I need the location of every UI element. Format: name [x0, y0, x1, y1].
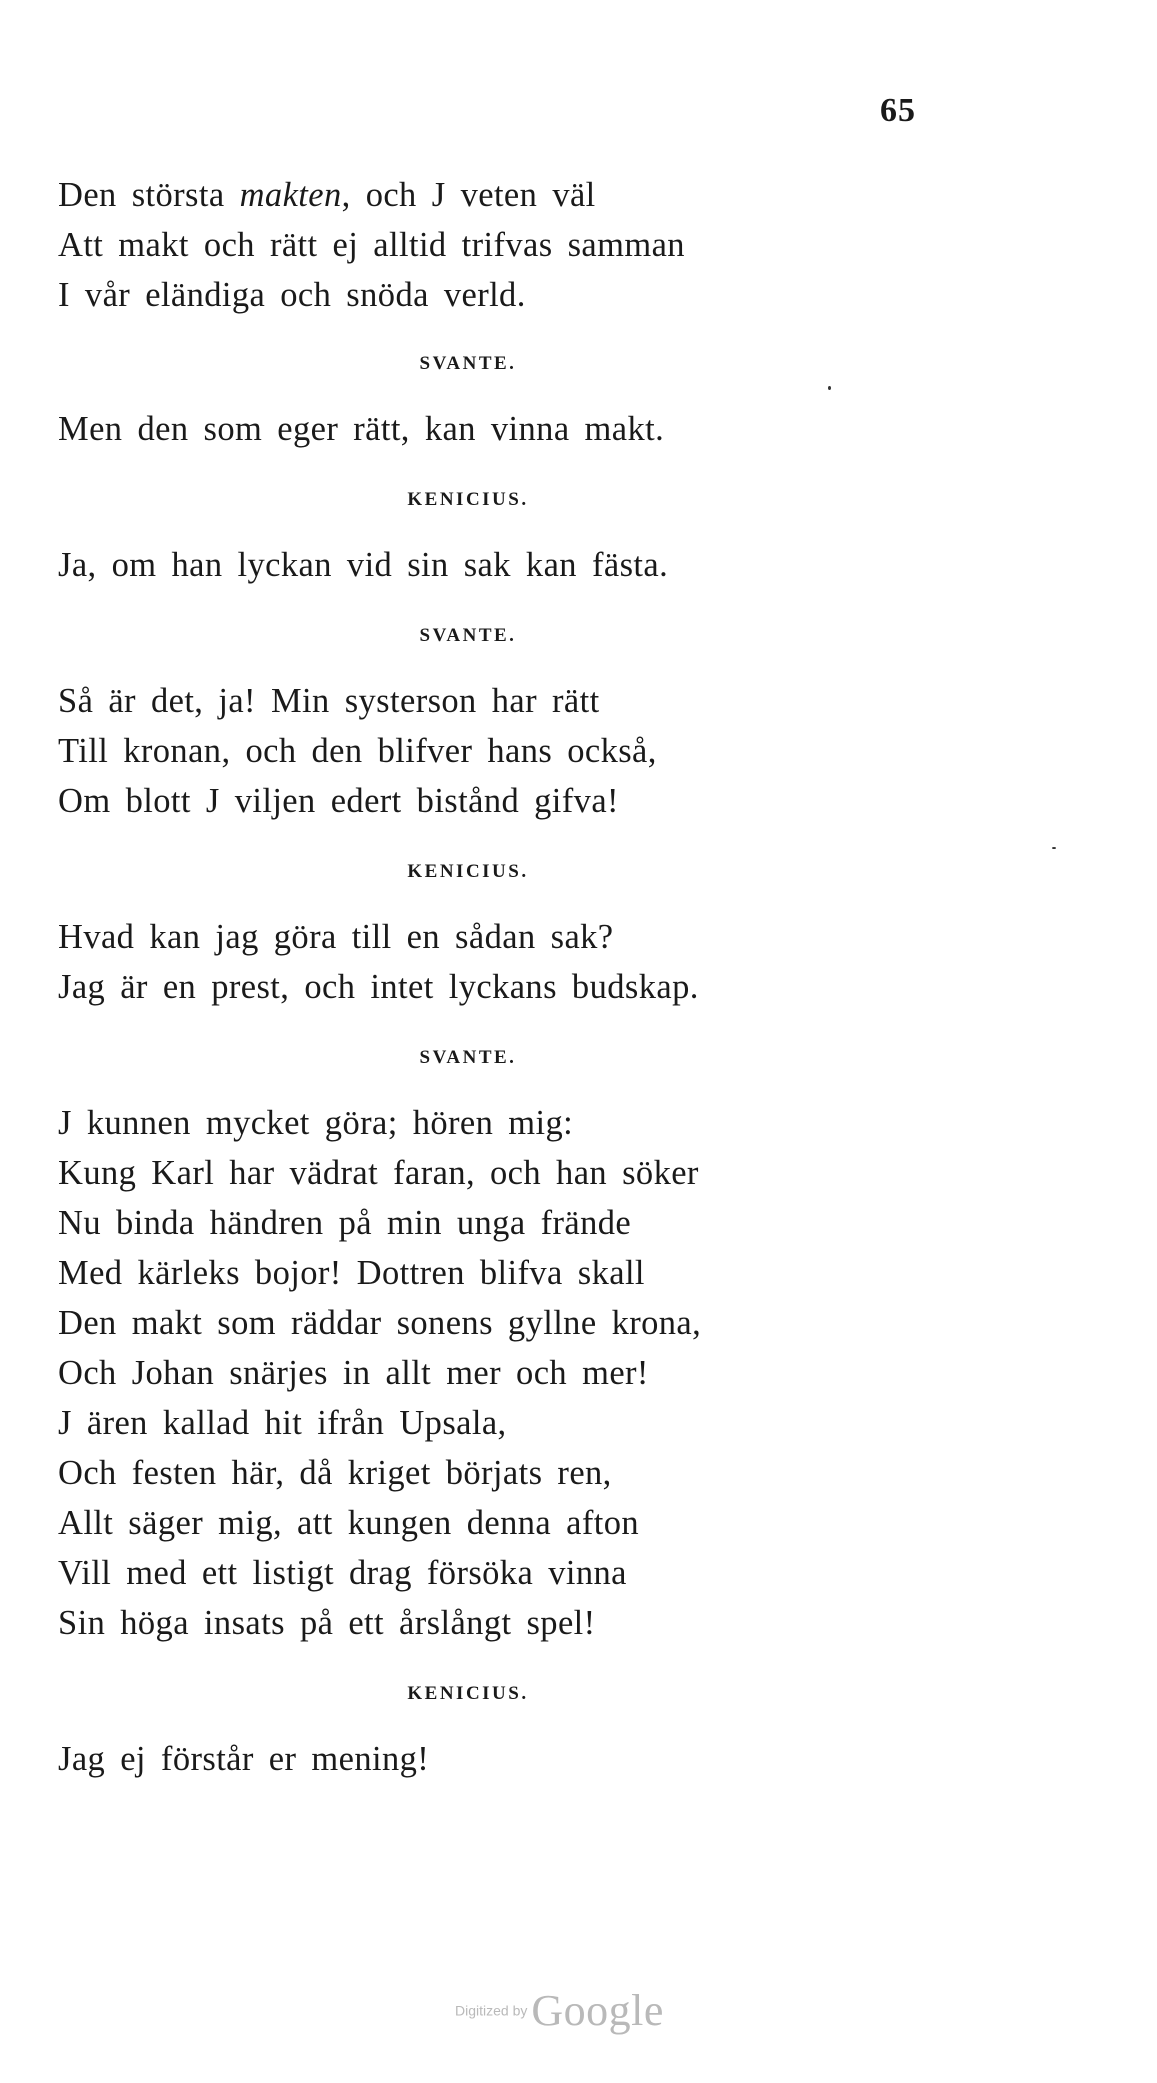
- verse-line: Kung Karl har vädrat faran, och han söker: [58, 1154, 699, 1192]
- verse-text: , och J veten väl: [341, 176, 596, 214]
- ink-speck: [828, 386, 831, 390]
- speech-block: [58, 1098, 858, 1648]
- verse-line: Jag ej förstår er mening!: [58, 1740, 430, 1778]
- verse-text: Den största: [58, 176, 240, 214]
- verse-line: Med kärleks bojor! Dottren blifva skall: [58, 1254, 645, 1292]
- verse-line: Men den som eger rätt, kan vinna makt.: [58, 410, 665, 448]
- verse-line: Och Johan snärjes in allt mer och mer!: [58, 1354, 649, 1392]
- verse-line: Om blott J viljen edert bistånd gifva!: [58, 782, 619, 820]
- speech-block: [58, 676, 858, 826]
- verse-line: I vår eländiga och snöda verld.: [58, 276, 526, 314]
- speaker-name: KENICIUS.: [407, 489, 529, 510]
- verse-line: Att makt och rätt ej alltid trifvas samman: [58, 226, 685, 264]
- play-text: [58, 170, 858, 1784]
- verse-line: J ären kallad hit ifrån Upsala,: [58, 1404, 507, 1442]
- verse-line: [58, 170, 858, 220]
- speaker-name: SVANTE.: [419, 625, 517, 646]
- speaker-name: KENICIUS.: [407, 861, 529, 882]
- verse-line: Sin höga insats på ett årslångt spel!: [58, 1604, 596, 1642]
- verse-line: Och festen här, då kriget börjats ren,: [58, 1454, 612, 1492]
- italic-word: makten: [239, 176, 342, 214]
- dialogue: [58, 344, 858, 1784]
- speaker-name: KENICIUS.: [407, 1683, 529, 1704]
- verse-line: Så är det, ja! Min systerson har rätt: [58, 682, 600, 720]
- page-number: 65: [880, 92, 916, 129]
- verse-line: Till kronan, och den blifver hans också,: [58, 732, 657, 770]
- ink-speck: [1052, 847, 1056, 849]
- verse-line: Ja, om han lyckan vid sin sak kan fästa.: [58, 546, 669, 584]
- speaker-name: SVANTE.: [419, 1047, 517, 1068]
- verse-line: Allt säger mig, att kungen denna afton: [58, 1504, 640, 1542]
- verse-line: Den makt som räddar sonens gyllne krona,: [58, 1304, 702, 1342]
- watermark-logo-text: Google: [531, 1986, 664, 2035]
- speech-block: [58, 540, 858, 590]
- verse-line: Nu binda händren på min unga frände: [58, 1204, 632, 1242]
- speech-block: [58, 404, 858, 454]
- google-watermark: [455, 1985, 664, 2036]
- verse-line: Vill med ett listigt drag försöka vinna: [58, 1554, 627, 1592]
- verse-line: J kunnen mycket göra; hören mig:: [58, 1104, 574, 1142]
- verse-line: Jag är en prest, och intet lyckans budskap.: [58, 968, 699, 1006]
- speaker-name: SVANTE.: [419, 353, 517, 374]
- speech-block: [58, 1734, 858, 1784]
- verse-line: Hvad kan jag göra till en sådan sak?: [58, 918, 614, 956]
- speech-block: [58, 912, 858, 1012]
- opening-speech: [58, 170, 858, 320]
- watermark-small-text: Digitized by: [455, 2002, 528, 2019]
